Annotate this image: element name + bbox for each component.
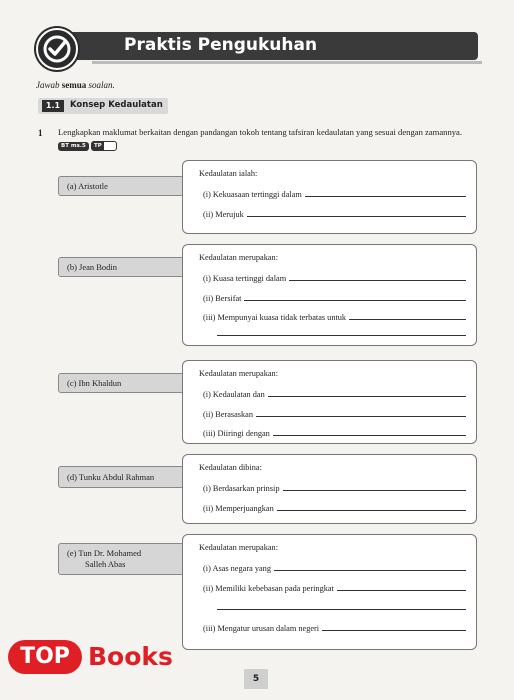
answer-line[interactable] [203, 387, 466, 399]
answer-prompt: (ii) Memiliki kebebasan pada peringkat [203, 584, 334, 593]
answer-prompt: (i) Asas negara yang [203, 564, 271, 573]
instruction-prefix: Jawab [36, 80, 62, 90]
watermark-top: TOP [8, 640, 82, 674]
answer-box-tunku-abdul-rahman [182, 454, 477, 524]
answer-line[interactable] [203, 481, 466, 493]
item-label-tunku-abdul-rahman [58, 466, 184, 488]
item-label-ibn-khaldun [58, 373, 184, 393]
answer-prompt: (ii) Bersifat [203, 294, 242, 303]
instruction-bold: semua [61, 80, 87, 90]
page-title: Praktis Pengukuhan [124, 35, 318, 55]
answer-intro: Kedaulatan merupakan: [199, 253, 279, 262]
answer-line[interactable] [203, 310, 466, 322]
tp-level-badge: TP [91, 141, 117, 151]
answer-prompt: (ii) Merujuk [203, 210, 244, 219]
question-number: 1 [38, 128, 43, 138]
item-label-text: (c) Ibn Khaldun [67, 378, 122, 388]
bt-reference-badge: BT ms.5 [58, 142, 89, 151]
question-text [58, 126, 478, 152]
answer-prompt: (i) Kuasa tertinggi dalam [203, 274, 287, 283]
section-number: 1.1 [42, 100, 64, 112]
answer-line[interactable] [203, 621, 466, 633]
answer-intro: Kedaulatan ialah: [199, 169, 258, 178]
section-header [36, 28, 478, 66]
question-body: Lengkapkan maklumat berkaitan dengan pandangan tokoh tentang tafsiran kedaulatan yang sesuai dengan zamannya. [58, 127, 462, 137]
answer-line[interactable] [203, 407, 466, 419]
answer-line[interactable] [203, 291, 466, 303]
item-label-text: (a) Aristotle [67, 181, 108, 191]
answer-line[interactable] [203, 207, 466, 219]
watermark-books: Books [88, 642, 173, 671]
answer-box-aristotle [182, 160, 477, 234]
header-underline [92, 61, 482, 64]
item-label-text: (b) Jean Bodin [67, 262, 118, 272]
answer-intro: Kedaulatan merupakan: [199, 369, 279, 378]
answer-prompt: (iii) Mempunyai kuasa tidak terbatas untuk [203, 313, 347, 322]
item-label-text: (d) Tunku Abdul Rahman [67, 472, 155, 482]
answer-prompt: (iii) Mengatur urusan dalam negeri [203, 624, 320, 633]
answer-prompt: (ii) Memperjuangkan [203, 504, 274, 513]
answer-box-salleh-abas [182, 534, 477, 650]
answer-prompt: (ii) Berasaskan [203, 410, 253, 419]
answer-prompt: (i) Kekuasaan tertinggi dalam [203, 190, 302, 199]
answer-intro: Kedaulatan merupakan: [199, 543, 279, 552]
item-label-text: (e) Tun Dr. Mohamed [67, 548, 142, 558]
section-label [38, 98, 168, 114]
instruction-suffix: soalan. [86, 80, 115, 90]
instruction [36, 80, 115, 90]
item-label-salleh-abas [58, 543, 184, 575]
item-label-jean-bodin [58, 257, 184, 277]
answer-line[interactable] [203, 581, 466, 593]
answer-line[interactable] [203, 426, 466, 438]
item-label-aristotle [58, 176, 184, 196]
page-number: 5 [244, 669, 268, 689]
item-label-text: Salleh Abas [85, 559, 126, 569]
answer-continuation-line[interactable] [217, 335, 466, 336]
answer-line[interactable] [203, 271, 466, 283]
checkmark-badge-icon [36, 28, 78, 70]
answer-box-ibn-khaldun [182, 360, 477, 444]
answer-prompt: (iii) Diiringi dengan [203, 429, 270, 438]
section-title: Konsep Kedaulatan [70, 100, 163, 110]
answer-continuation-line[interactable] [217, 609, 466, 610]
answer-intro: Kedaulatan dibina: [199, 463, 262, 472]
answer-line[interactable] [203, 187, 466, 199]
answer-box-jean-bodin [182, 244, 477, 346]
answer-line[interactable] [203, 561, 466, 573]
answer-prompt: (i) Kedaulatan dan [203, 390, 265, 399]
answer-prompt: (i) Berdasarkan prinsip [203, 484, 280, 493]
answer-line[interactable] [203, 501, 466, 513]
